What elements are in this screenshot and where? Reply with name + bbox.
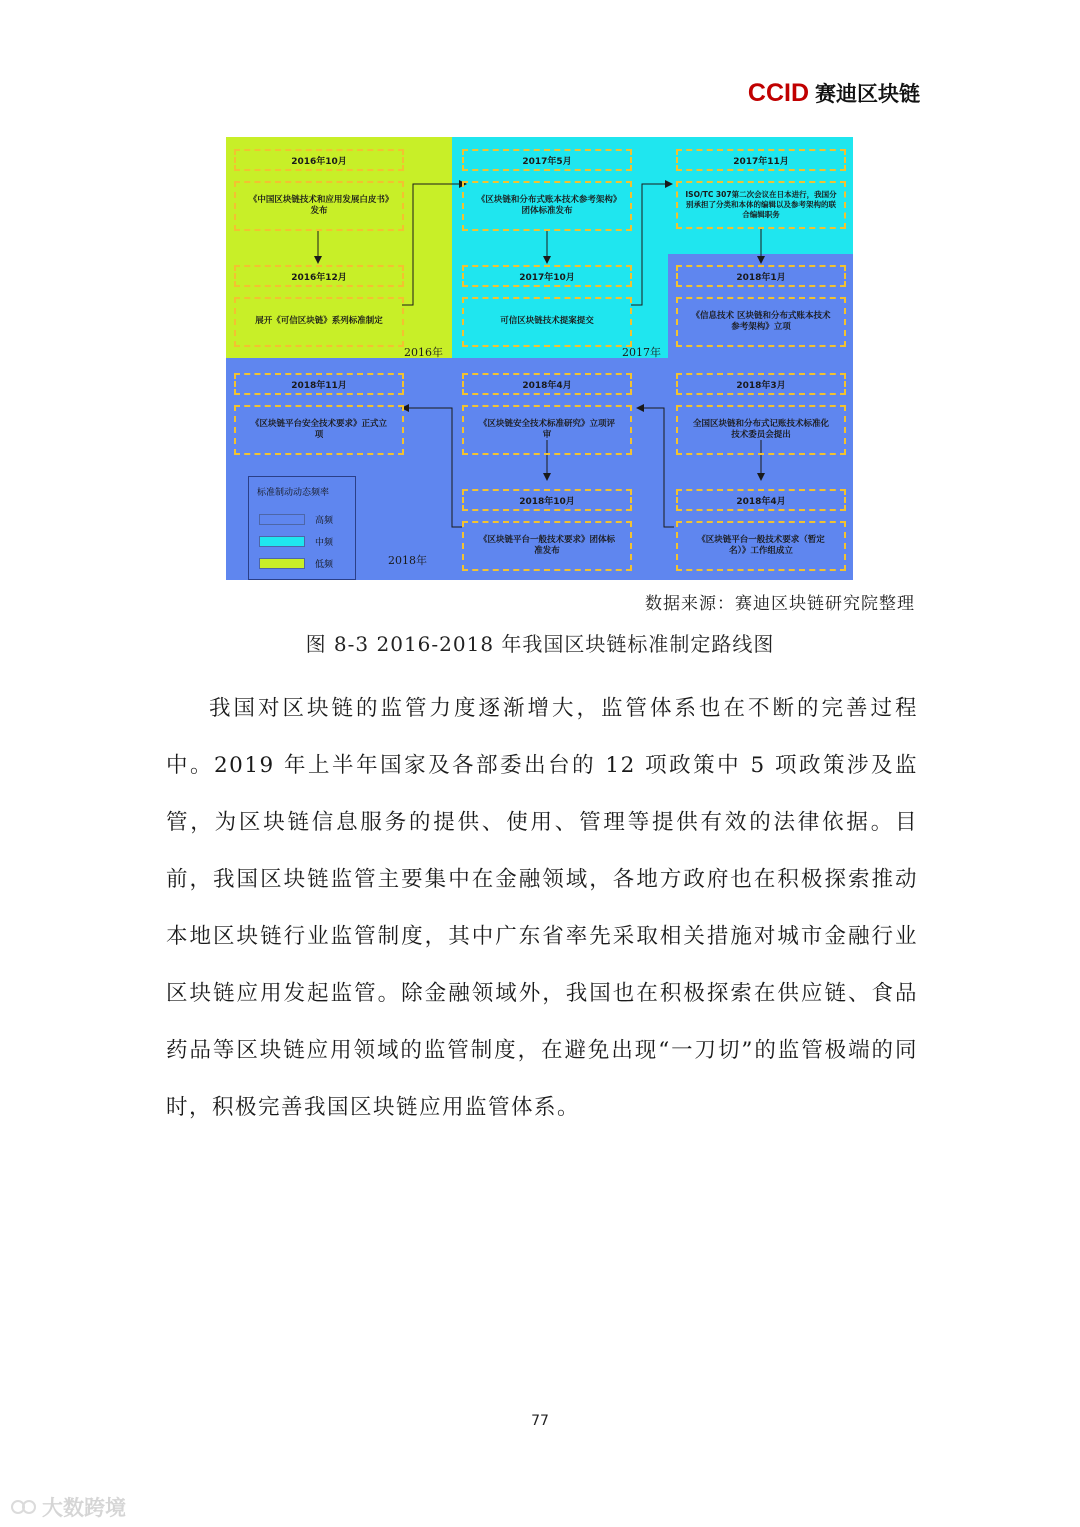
arrow-2018-04-to-security-study xyxy=(637,408,674,527)
figure-caption: 图 8-3 2016-2018 年我国区块链标准制定路线图 xyxy=(305,632,775,656)
frequency-legend xyxy=(248,476,356,580)
legend-swatch xyxy=(259,558,305,569)
milestone-text: 展开《可信区块链》系列标准制定 xyxy=(234,297,404,347)
milestone-text: 《中国区块链技术和应用发展白皮书》发布 xyxy=(234,181,404,231)
year-label-2017: 2017年 xyxy=(622,346,661,359)
milestone-node xyxy=(676,373,846,455)
watermark-text: 大数跨境 xyxy=(42,1496,126,1520)
milestone-date: 2017年10月 xyxy=(462,265,632,287)
legend-item-low xyxy=(259,557,333,570)
page-number: 77 xyxy=(531,1413,549,1429)
milestone-date: 2016年12月 xyxy=(234,265,404,287)
body-paragraph: 我国对区块链的监管力度逐渐增大，监管体系也在不断的完善过程中。2019 年上半年国家及各部委出台的 12 项政策中 5 项政策涉及监管，为区块链信息服务的提供、使用、管理等提供有效的法律依据。目前，我国区块链监管主要集中在金融领域，各地方政府也在积极探索推动本地区块链行业监管制度，其中广东省率先采取相关措施对城市金融行业区块链应用发起监管。除金融领域外，我国也在积极探索在供应链、食品药品等区块链应用领域的监管制度，在避免出现“一刀切”的监管极端的同时，积极完善我国区块链应用监管体系。 xyxy=(166,696,918,1120)
milestone-date: 2018年11月 xyxy=(234,373,404,395)
milestone-date: 2018年3月 xyxy=(676,373,846,395)
milestone-text: 《区块链和分布式账本技术参考架构》团体标准发布 xyxy=(462,181,632,231)
page-header xyxy=(748,78,920,108)
milestone-text: 《区块链安全技术标准研究》立项评审 xyxy=(462,405,632,455)
watermark xyxy=(10,1492,126,1522)
milestone-text: 全国区块链和分布式记账技术标准化技术委员会提出 xyxy=(676,405,846,455)
milestone-text: 《区块链平台一般技术要求（暂定名）》工作组成立 xyxy=(676,521,846,571)
milestone-text: ISO/TC 307第二次会议在日本进行，我国分别承担了分类和本体的编辑以及参考架构的联合编辑职务 xyxy=(676,181,846,229)
legend-label: 高频 xyxy=(315,516,334,526)
milestone-node xyxy=(234,265,404,347)
milestone-date: 2017年5月 xyxy=(462,149,632,171)
milestone-text: 《区块链平台一般技术要求》团体标准发布 xyxy=(462,521,632,571)
milestone-node xyxy=(234,149,404,231)
milestone-node xyxy=(676,265,846,347)
milestone-node xyxy=(462,265,632,347)
legend-label: 中频 xyxy=(315,538,334,548)
year-label-2018: 2018年 xyxy=(388,554,427,567)
milestone-node xyxy=(462,373,632,455)
milestone-text: 《信息技术 区块链和分布式账本技术 参考架构》立项 xyxy=(676,297,846,347)
legend-item-medium xyxy=(259,535,333,548)
legend-label: 低频 xyxy=(315,560,334,570)
data-source: 数据来源：赛迪区块链研究院整理 xyxy=(645,594,915,614)
milestone-date: 2018年4月 xyxy=(676,489,846,511)
legend-swatch xyxy=(259,514,305,525)
arrow-2017-10-to-2017-11 xyxy=(631,184,672,305)
milestone-date: 2018年4月 xyxy=(462,373,632,395)
brand-logo: CCID xyxy=(747,79,809,107)
arrow-2016-12-to-2017-05 xyxy=(402,184,466,305)
year-label-2016: 2016年 xyxy=(404,346,443,359)
milestone-node xyxy=(462,489,632,571)
milestone-node xyxy=(462,149,632,231)
milestone-node xyxy=(676,149,846,229)
watermark-logo-icon xyxy=(10,1496,38,1518)
milestone-node xyxy=(234,373,404,455)
legend-title: 标准制动动态频率 xyxy=(257,488,330,498)
roadmap-diagram xyxy=(226,137,853,580)
milestone-date: 2017年11月 xyxy=(676,149,846,171)
legend-item-high xyxy=(259,513,333,526)
milestone-date: 2018年1月 xyxy=(676,265,846,287)
arrow-2018-10-to-2018-11 xyxy=(402,408,462,527)
brand-name: 赛迪区块链 xyxy=(815,82,920,106)
milestone-date: 2016年10月 xyxy=(234,149,404,171)
milestone-text: 《区块链平台安全技术要求》正式立项 xyxy=(234,405,404,455)
legend-swatch xyxy=(259,536,305,547)
milestone-text: 可信区块链技术提案提交 xyxy=(462,297,632,347)
milestone-date: 2018年10月 xyxy=(462,489,632,511)
milestone-node xyxy=(676,489,846,571)
